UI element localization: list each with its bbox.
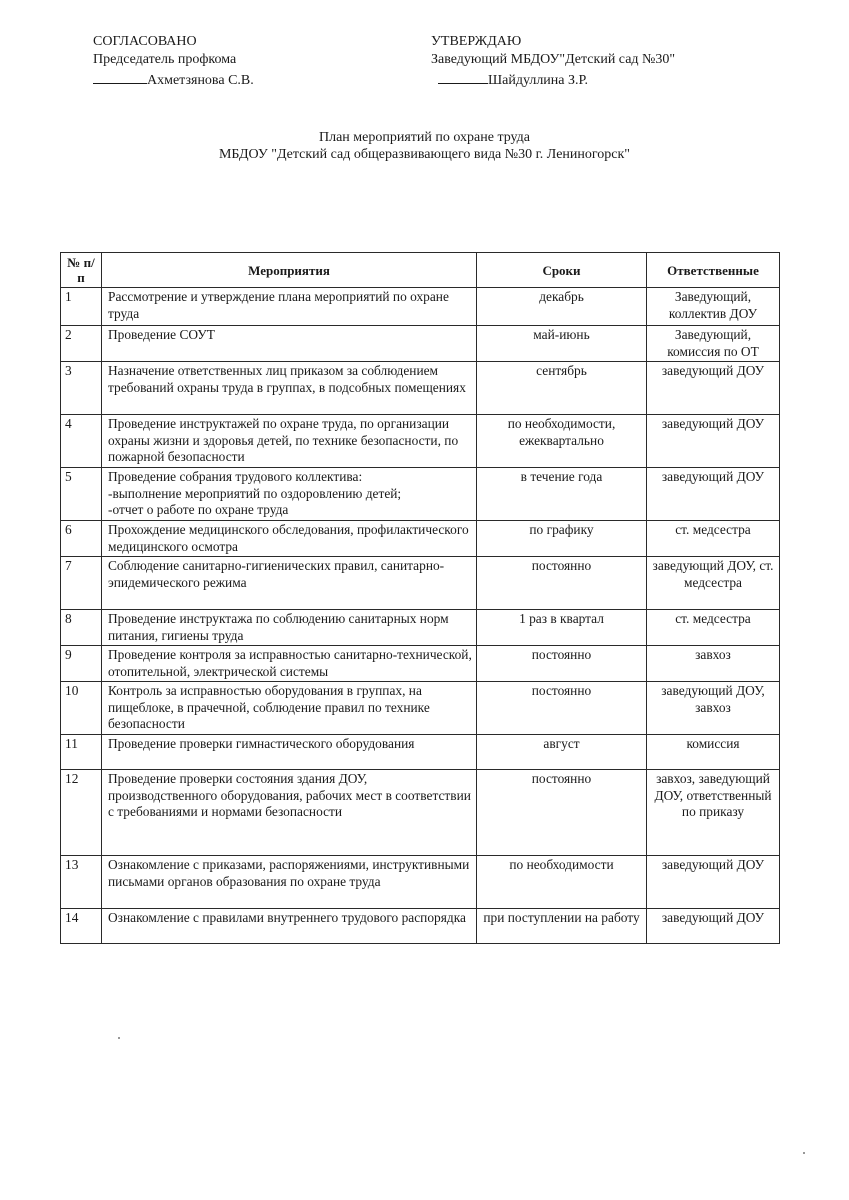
row-term: сентябрь: [477, 362, 647, 415]
approved-block: [431, 33, 675, 90]
row-number: 7: [61, 557, 102, 610]
row-term: май-июнь: [477, 326, 647, 362]
row-number: 4: [61, 415, 102, 468]
row-number: 11: [61, 735, 102, 770]
row-term: постоянно: [477, 770, 647, 856]
row-number: 8: [61, 610, 102, 646]
approved-signature-line: [431, 69, 675, 90]
table-row: [61, 735, 780, 770]
signature-blank: [438, 69, 488, 84]
row-term: при поступлении на работу: [477, 909, 647, 944]
row-event: Проведение инструктажей по охране труда, по организации охраны жизни и здоровья детей, по технике безопасности, по пожарной безопасности: [102, 415, 477, 468]
row-number: 6: [61, 521, 102, 557]
table-row: [61, 362, 780, 415]
agreed-name: Ахметзянова С.В.: [147, 73, 254, 88]
row-term: постоянно: [477, 682, 647, 735]
agreed-title: СОГЛАСОВАНО: [93, 34, 197, 49]
row-number: 12: [61, 770, 102, 856]
row-event: Проведение контроля за исправностью санитарно-технической, отопительной, электрической системы: [102, 646, 477, 682]
row-event: Проведение проверки состояния здания ДОУ, производственного оборудования, рабочих мест в соответствии с требованиями и нормами безопасности: [102, 770, 477, 856]
header-event: Мероприятия: [102, 253, 477, 288]
row-event: Назначение ответственных лиц приказом за соблюдением требований охраны труда в группах, в подсобных помещениях: [102, 362, 477, 415]
row-event: Соблюдение санитарно-гигиенических правил, санитарно-эпидемического режима: [102, 557, 477, 610]
row-number: 13: [61, 856, 102, 909]
scan-speck: [118, 1037, 120, 1039]
table-row: [61, 468, 780, 521]
row-term: по графику: [477, 521, 647, 557]
row-event: Рассмотрение и утверждение плана мероприятий по охране труда: [102, 288, 477, 326]
row-term: постоянно: [477, 557, 647, 610]
row-responsible: Заведующий, коллектив ДОУ: [647, 288, 780, 326]
table-row: [61, 557, 780, 610]
agreed-block: [93, 33, 254, 90]
row-number: 9: [61, 646, 102, 682]
agreed-position: Председатель профкома: [93, 52, 237, 67]
table-header-row: [61, 253, 780, 288]
row-term: декабрь: [477, 288, 647, 326]
header-responsible: Ответственные: [647, 253, 780, 288]
row-number: 1: [61, 288, 102, 326]
approved-name: Шайдуллина З.Р.: [488, 73, 589, 88]
table-row: [61, 909, 780, 944]
table-row: [61, 288, 780, 326]
table-row: [61, 415, 780, 468]
row-responsible: заведующий ДОУ: [647, 468, 780, 521]
plan-table: [60, 252, 780, 944]
table-row: [61, 646, 780, 682]
title-line-1: План мероприятий по охране труда: [318, 130, 531, 145]
table-row: [61, 682, 780, 735]
title-line-2: МБДОУ "Детский сад общеразвивающего вида №30 г. Лениногорск": [218, 147, 631, 162]
table-row: [61, 521, 780, 557]
row-responsible: заведующий ДОУ, завхоз: [647, 682, 780, 735]
table-row: [61, 326, 780, 362]
row-responsible: заведующий ДОУ: [647, 362, 780, 415]
row-responsible: завхоз: [647, 646, 780, 682]
table-row: [61, 770, 780, 856]
row-number: 14: [61, 909, 102, 944]
row-responsible: ст. медсестра: [647, 610, 780, 646]
row-event: Ознакомление с правилами внутреннего трудового распорядка: [102, 909, 477, 944]
row-responsible: ст. медсестра: [647, 521, 780, 557]
row-number: 10: [61, 682, 102, 735]
row-term: по необходимости: [477, 856, 647, 909]
row-number: 2: [61, 326, 102, 362]
row-event: Проведение инструктажа по соблюдению санитарных норм питания, гигиены труда: [102, 610, 477, 646]
row-term: по необходимости, ежеквартально: [477, 415, 647, 468]
approved-position: Заведующий МБДОУ"Детский сад №30": [431, 52, 676, 67]
row-event: Проведение собрания трудового коллектива: -выполнение мероприятий по оздоровлению детей; -отчет о работе по охране труда: [102, 468, 477, 521]
header-num: № п/п: [61, 253, 102, 288]
row-responsible: Заведующий, комиссия по ОТ: [647, 326, 780, 362]
row-term: август: [477, 735, 647, 770]
row-event: Проведение СОУТ: [102, 326, 477, 362]
document-title: [0, 129, 849, 163]
row-event: Ознакомление с приказами, распоряжениями, инструктивными письмами органов образования по охране труда: [102, 856, 477, 909]
agreed-signature-line: [93, 69, 254, 90]
row-term: постоянно: [477, 646, 647, 682]
row-term: в течение года: [477, 468, 647, 521]
approved-title: УТВЕРЖДАЮ: [431, 34, 522, 49]
row-event: Прохождение медицинского обследования, профилактического медицинского осмотра: [102, 521, 477, 557]
row-number: 5: [61, 468, 102, 521]
signature-blank: [93, 69, 147, 84]
row-responsible: заведующий ДОУ: [647, 856, 780, 909]
row-responsible: завхоз, заведующий ДОУ, ответственный по приказу: [647, 770, 780, 856]
row-responsible: заведующий ДОУ: [647, 909, 780, 944]
row-responsible: заведующий ДОУ, ст. медсестра: [647, 557, 780, 610]
header-term: Сроки: [477, 253, 647, 288]
table-row: [61, 610, 780, 646]
table-body: [61, 288, 780, 944]
row-event: Контроль за исправностью оборудования в группах, на пищеблоке, в прачечной, соблюдение правил по технике безопасности: [102, 682, 477, 735]
table-row: [61, 856, 780, 909]
row-responsible: комиссия: [647, 735, 780, 770]
row-responsible: заведующий ДОУ: [647, 415, 780, 468]
scan-speck: [803, 1152, 805, 1154]
row-number: 3: [61, 362, 102, 415]
row-event: Проведение проверки гимнастического оборудования: [102, 735, 477, 770]
row-term: 1 раз в квартал: [477, 610, 647, 646]
